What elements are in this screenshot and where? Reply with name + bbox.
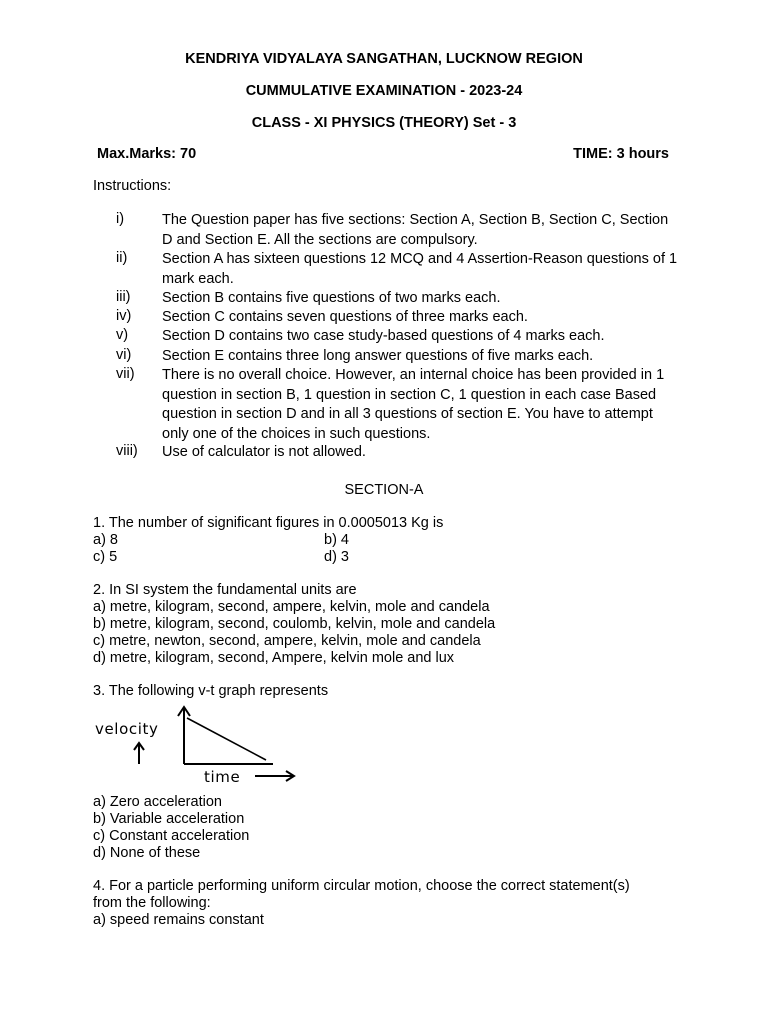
instruction-text: Section A has sixteen questions 12 MCQ and 4 Assertion-Reason questions of 1 mark each.: [162, 251, 678, 287]
instruction-number: vii): [116, 366, 135, 382]
q2-option-d: d) metre, kilogram, second, Ampere, kelvin mole and lux: [93, 650, 455, 666]
instruction-text: Section C contains seven questions of three marks each.: [162, 309, 528, 325]
graph-x-label: time: [204, 768, 241, 786]
velocity-time-graph: [93, 704, 303, 786]
instruction-text: Section E contains three long answer questions of five marks each.: [162, 348, 594, 364]
exam-title: CUMMULATIVE EXAMINATION - 2023-24: [245, 83, 523, 99]
q3-option-a: a) Zero acceleration: [93, 794, 222, 810]
q1-option-b: b) 4: [324, 532, 349, 548]
instruction-text: The Question paper has five sections: Section A, Section B, Section C, Section D and Section E. All the sections are compulsory.: [162, 212, 669, 248]
instruction-number: v): [116, 327, 129, 343]
q3-option-d: d) None of these: [93, 845, 201, 861]
instruction-number: iv): [116, 308, 132, 324]
section-a-title: SECTION-A: [344, 482, 424, 498]
q1-option-d: d) 3: [324, 549, 349, 565]
instruction-text: Section D contains two case study-based questions of 4 marks each.: [162, 328, 605, 344]
q2-option-a: a) metre, kilogram, second, ampere, kelvin, mole and candela: [93, 599, 490, 615]
q3-option-b: b) Variable acceleration: [93, 811, 245, 827]
q1-option-c: c) 5: [93, 549, 118, 565]
instruction-number: i): [116, 211, 125, 227]
org-title: KENDRIYA VIDYALAYA SANGATHAN, LUCKNOW REGION: [185, 51, 583, 67]
exam-time: TIME: 3 hours: [573, 146, 669, 162]
q4-option-a: a) speed remains constant: [93, 912, 264, 928]
instruction-text: Section B contains five questions of two marks each.: [162, 290, 501, 306]
velocity-line: [187, 718, 266, 760]
question-4-line-2: from the following:: [93, 895, 211, 911]
q3-option-c: c) Constant acceleration: [93, 828, 250, 844]
instruction-number: viii): [116, 443, 138, 459]
instruction-number: vi): [116, 347, 132, 363]
max-marks: Max.Marks: 70: [97, 146, 197, 162]
q2-option-b: b) metre, kilogram, second, coulomb, kelvin, mole and candela: [93, 616, 496, 632]
question-2: 2. In SI system the fundamental units are: [93, 582, 357, 598]
instruction-number: iii): [116, 289, 131, 305]
instruction-text: Use of calculator is not allowed.: [162, 444, 366, 460]
instruction-number: ii): [116, 250, 128, 266]
graph-y-label: velocity: [95, 720, 159, 738]
class-title: CLASS - XI PHYSICS (THEORY) Set - 3: [251, 115, 517, 131]
question-1: 1. The number of significant figures in 0.0005013 Kg is: [93, 515, 444, 531]
question-4-line-1: 4. For a particle performing uniform circular motion, choose the correct statement(s): [93, 878, 630, 894]
instructions-heading: Instructions:: [93, 178, 172, 194]
q2-option-c: c) metre, newton, second, ampere, kelvin, mole and candela: [93, 633, 481, 649]
q1-option-a: a) 8: [93, 532, 118, 548]
instruction-text: There is no overall choice. However, an internal choice has been provided in 1 question in section B, 1 question in section C, 1 question in each case Based question in section D and in all 3 questions of section E. You have to attempt only one of the choices in such questions.: [162, 367, 665, 442]
question-3: 3. The following v-t graph represents: [93, 683, 329, 699]
